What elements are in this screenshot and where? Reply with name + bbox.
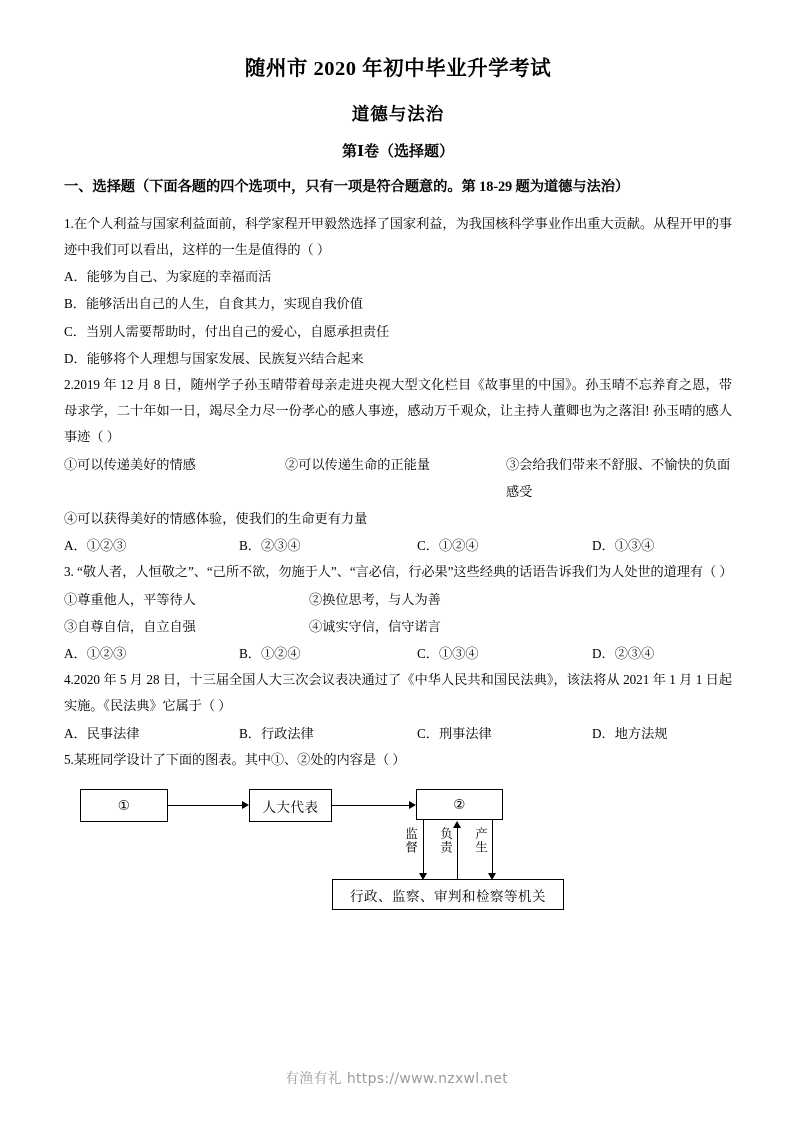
flowchart-label-supervise: 监督 xyxy=(403,827,418,855)
option-b[interactable]: B．②③④ xyxy=(239,538,301,554)
part-heading: 一、选择题（下面各题的四个选项中，只有一项是符合题意的。第 18-29 题为道德与法治） xyxy=(64,178,630,195)
arrow-right-icon xyxy=(409,801,416,809)
flowchart-connector-produce xyxy=(492,820,493,876)
arrow-right-icon xyxy=(242,801,249,809)
section-title: 第Ⅰ卷（选择题） xyxy=(341,144,455,161)
question-stem: 4.2020 年 5 月 28 日，十三届全国人大三次会议表决通过了《中华人民共和国民法典》，该法将从 2021 年 1 月 1 日起实施。《民法典》它属于（ ） xyxy=(64,671,732,714)
option-b[interactable]: B．行政法律 xyxy=(239,725,314,741)
question-block-2 xyxy=(64,372,732,559)
question-stem: 1.在个人利益与国家利益面前，科学家程开甲毅然选择了国家利益，为我国核科学事业作出重大贡献。从程开甲的事迹中我们可以看出，这样的一生是值得的（ ） xyxy=(64,215,732,258)
question-block-3 xyxy=(64,559,732,667)
statement-1: ①尊重他人，平等待人 xyxy=(64,591,196,607)
option-d[interactable]: D．①③④ xyxy=(592,538,655,554)
arrow-down-icon xyxy=(488,873,496,880)
flowchart-box-one: ① xyxy=(80,789,168,822)
option-a[interactable]: A．民事法律 xyxy=(64,725,140,741)
option-d[interactable]: D．②③④ xyxy=(592,645,655,661)
arrow-up-icon xyxy=(453,821,461,828)
document-content xyxy=(64,56,732,913)
statement-1: ①可以传递美好的情感 xyxy=(64,456,196,472)
flowchart-connector-one-to-npc xyxy=(168,805,246,806)
option-a[interactable]: A．①②③ xyxy=(64,645,127,661)
statement-3: ③自尊自信，自立自强 xyxy=(64,618,196,634)
choice-row xyxy=(64,640,732,667)
page-title: 随州市 2020 年初中毕业升学考试 xyxy=(244,58,552,80)
question-block-1 xyxy=(64,211,732,372)
question-block-4 xyxy=(64,667,732,747)
statement-row xyxy=(64,451,732,505)
flowchart-label-responsible: 负责 xyxy=(438,827,453,855)
option-a[interactable]: A．能够为自己、为家庭的幸福而活 xyxy=(64,269,272,285)
option-d[interactable]: D．地方法规 xyxy=(592,725,668,741)
flowchart-connector-responsible xyxy=(457,823,458,879)
arrow-down-icon xyxy=(419,873,427,880)
option-c[interactable]: C．刑事法律 xyxy=(417,725,492,741)
choice-row xyxy=(64,720,732,747)
statement-2: ②可以传递生命的正能量 xyxy=(285,456,431,472)
flowchart-box-state-organs: 行政、监察、审判和检察等机关 xyxy=(332,879,564,910)
flowchart-connector-supervise xyxy=(423,820,424,876)
option-a[interactable]: A．①②③ xyxy=(64,538,127,554)
watermark: 有渔有礼 https://www.nzxwl.net xyxy=(284,1071,509,1087)
flowchart-box-peoples-congress-deputies: 人大代表 xyxy=(249,789,332,822)
flowchart-diagram xyxy=(64,783,732,913)
option-b[interactable]: B．能够活出自己的人生，自食其力，实现自我价值 xyxy=(64,296,363,312)
question-block-5 xyxy=(64,747,732,913)
flowchart-connector-npc-to-two xyxy=(332,805,413,806)
option-b[interactable]: B．①②④ xyxy=(239,645,301,661)
statement-row xyxy=(64,586,732,613)
statement-2: ②换位思考，与人为善 xyxy=(309,591,441,607)
option-c[interactable]: C．①③④ xyxy=(417,645,479,661)
statement-4: ④诚实守信，信守诺言 xyxy=(309,618,441,634)
statement-4: ④可以获得美好的情感体验，使我们的生命更有力量 xyxy=(64,511,368,527)
statement-row xyxy=(64,613,732,640)
subject-title: 道德与法治 xyxy=(351,103,445,124)
flowchart-label-produce: 产生 xyxy=(473,827,488,855)
option-d[interactable]: D．能够将个人理想与国家发展、民族复兴结合起来 xyxy=(64,350,364,366)
flowchart-box-two: ② xyxy=(416,789,503,820)
option-c[interactable]: C．①②④ xyxy=(417,538,479,554)
option-c[interactable]: C．当别人需要帮助时，付出自己的爱心，自愿承担责任 xyxy=(64,323,390,339)
question-stem: 5.某班同学设计了下面的图表。其中①、②处的内容是（ ） xyxy=(64,751,406,767)
question-stem: 3. “敬人者，人恒敬之”、“己所不欲，勿施于人”、“言必信，行必果”这些经典的话语告诉我们为人处世的道理有（ ） xyxy=(64,564,733,580)
choice-row xyxy=(64,532,732,559)
question-stem: 2.2019 年 12 月 8 日，随州学子孙玉晴带着母亲走进央视大型文化栏目《故事里的中国》。孙玉晴不忘养育之恩，带母求学，二十年如一日，竭尽全力尽一份孝心的感人事迹，感动万千观众，让主持人董卿也为之落泪! 孙玉晴的感人事迹（ ） xyxy=(64,376,732,445)
statement-3: ③会给我们带来不舒服、不愉快的负面感受 xyxy=(506,456,731,499)
